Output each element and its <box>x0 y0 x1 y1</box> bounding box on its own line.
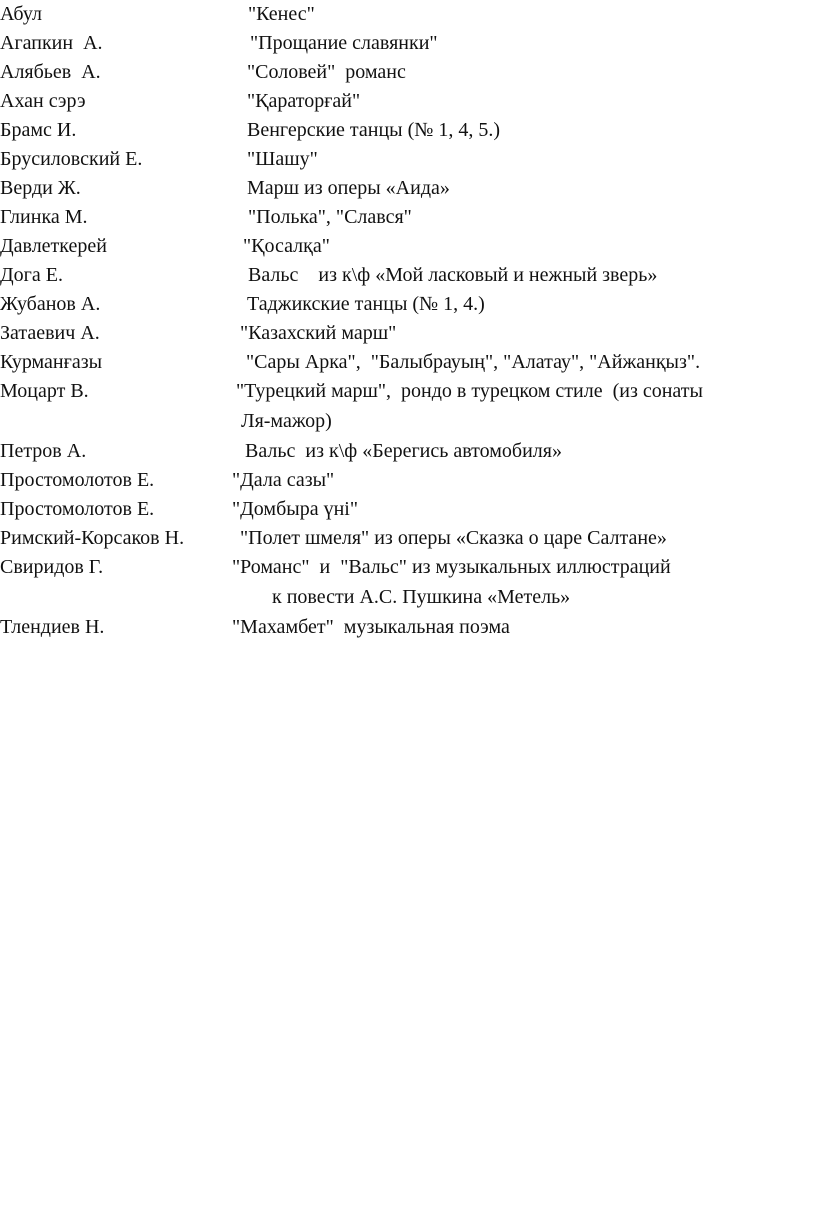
list-item <box>0 116 816 145</box>
list-item <box>0 524 816 553</box>
work-title-continuation: Ля-мажор) <box>241 410 332 432</box>
list-item <box>0 29 816 58</box>
composer-name: Курманғазы <box>0 351 103 373</box>
work-title: Венгерские танцы (№ 1, 4, 5.) <box>247 119 501 141</box>
composer-name: Давлеткерей <box>0 235 107 257</box>
work-title: "Соловей" романс <box>247 61 406 83</box>
work-title: "Сары Арка", "Балыбрауың", "Алатау", "Айжанқыз". <box>246 351 701 373</box>
list-item-continuation <box>0 583 816 612</box>
composer-name: Жубанов А. <box>0 293 101 315</box>
list-item <box>0 613 816 642</box>
work-title: "Қосалқа" <box>243 235 330 257</box>
composer-name: Дога Е. <box>0 264 63 286</box>
composer-name: Ахан сэрэ <box>0 90 86 112</box>
composer-name: Брамс И. <box>0 119 77 141</box>
composer-name: Римский-Корсаков Н. <box>0 527 185 549</box>
work-title: "Прощание славянки" <box>250 32 438 54</box>
work-title: "Полька", "Слався" <box>248 206 412 228</box>
list-item-continuation <box>0 407 816 436</box>
list-item <box>0 553 816 582</box>
work-title-continuation: к повести А.С. Пушкина «Метель» <box>272 586 571 608</box>
work-title: "Романс" и "Вальс" из музыкальных иллюстраций <box>232 556 671 578</box>
work-title: Вальс из к\ф «Мой ласковый и нежный зверь» <box>248 264 658 286</box>
composer-name: Верди Ж. <box>0 177 81 199</box>
work-title: "Шашу" <box>247 148 318 170</box>
work-title: "Кенес" <box>248 3 315 25</box>
work-title: "Турецкий марш", рондо в турецком стиле (из сонаты <box>236 380 703 402</box>
composer-name: Глинка М. <box>0 206 88 228</box>
list-item <box>0 145 816 174</box>
composer-name: Брусиловский Е. <box>0 148 143 170</box>
composer-name: Затаевич А. <box>0 322 100 344</box>
work-title: "Домбыра үні" <box>232 498 358 520</box>
work-title: "Казахский марш" <box>240 322 397 344</box>
list-item <box>0 437 816 466</box>
work-title: Таджикские танцы (№ 1, 4.) <box>247 293 485 315</box>
composer-name: Моцарт В. <box>0 380 89 402</box>
list-item <box>0 495 816 524</box>
work-title: "Полет шмеля" из оперы «Сказка о царе Салтане» <box>240 527 667 549</box>
list-item <box>0 58 816 87</box>
list-item <box>0 466 816 495</box>
composer-name: Простомолотов Е. <box>0 498 155 520</box>
work-title: Марш из оперы «Аида» <box>247 177 450 199</box>
list-item <box>0 232 816 261</box>
list-item <box>0 174 816 203</box>
list-item <box>0 377 816 406</box>
list-item <box>0 290 816 319</box>
composer-name: Алябьев А. <box>0 61 101 83</box>
composer-name: Агапкин А. <box>0 32 103 54</box>
list-item <box>0 348 816 377</box>
list-item <box>0 0 816 29</box>
composer-name: Петров А. <box>0 440 87 462</box>
work-title: "Махамбет" музыкальная поэма <box>232 616 510 638</box>
composer-name: Простомолотов Е. <box>0 469 155 491</box>
list-item <box>0 87 816 116</box>
composer-name: Тлендиев Н. <box>0 616 105 638</box>
list-item <box>0 203 816 232</box>
work-title: "Қараторғай" <box>247 90 361 112</box>
work-title: "Дала сазы" <box>232 469 335 491</box>
composer-name: Свиридов Г. <box>0 556 104 578</box>
composer-name: Абул <box>0 3 42 25</box>
list-item <box>0 261 816 290</box>
work-title: Вальс из к\ф «Берегись автомобиля» <box>245 440 562 462</box>
list-item <box>0 319 816 348</box>
